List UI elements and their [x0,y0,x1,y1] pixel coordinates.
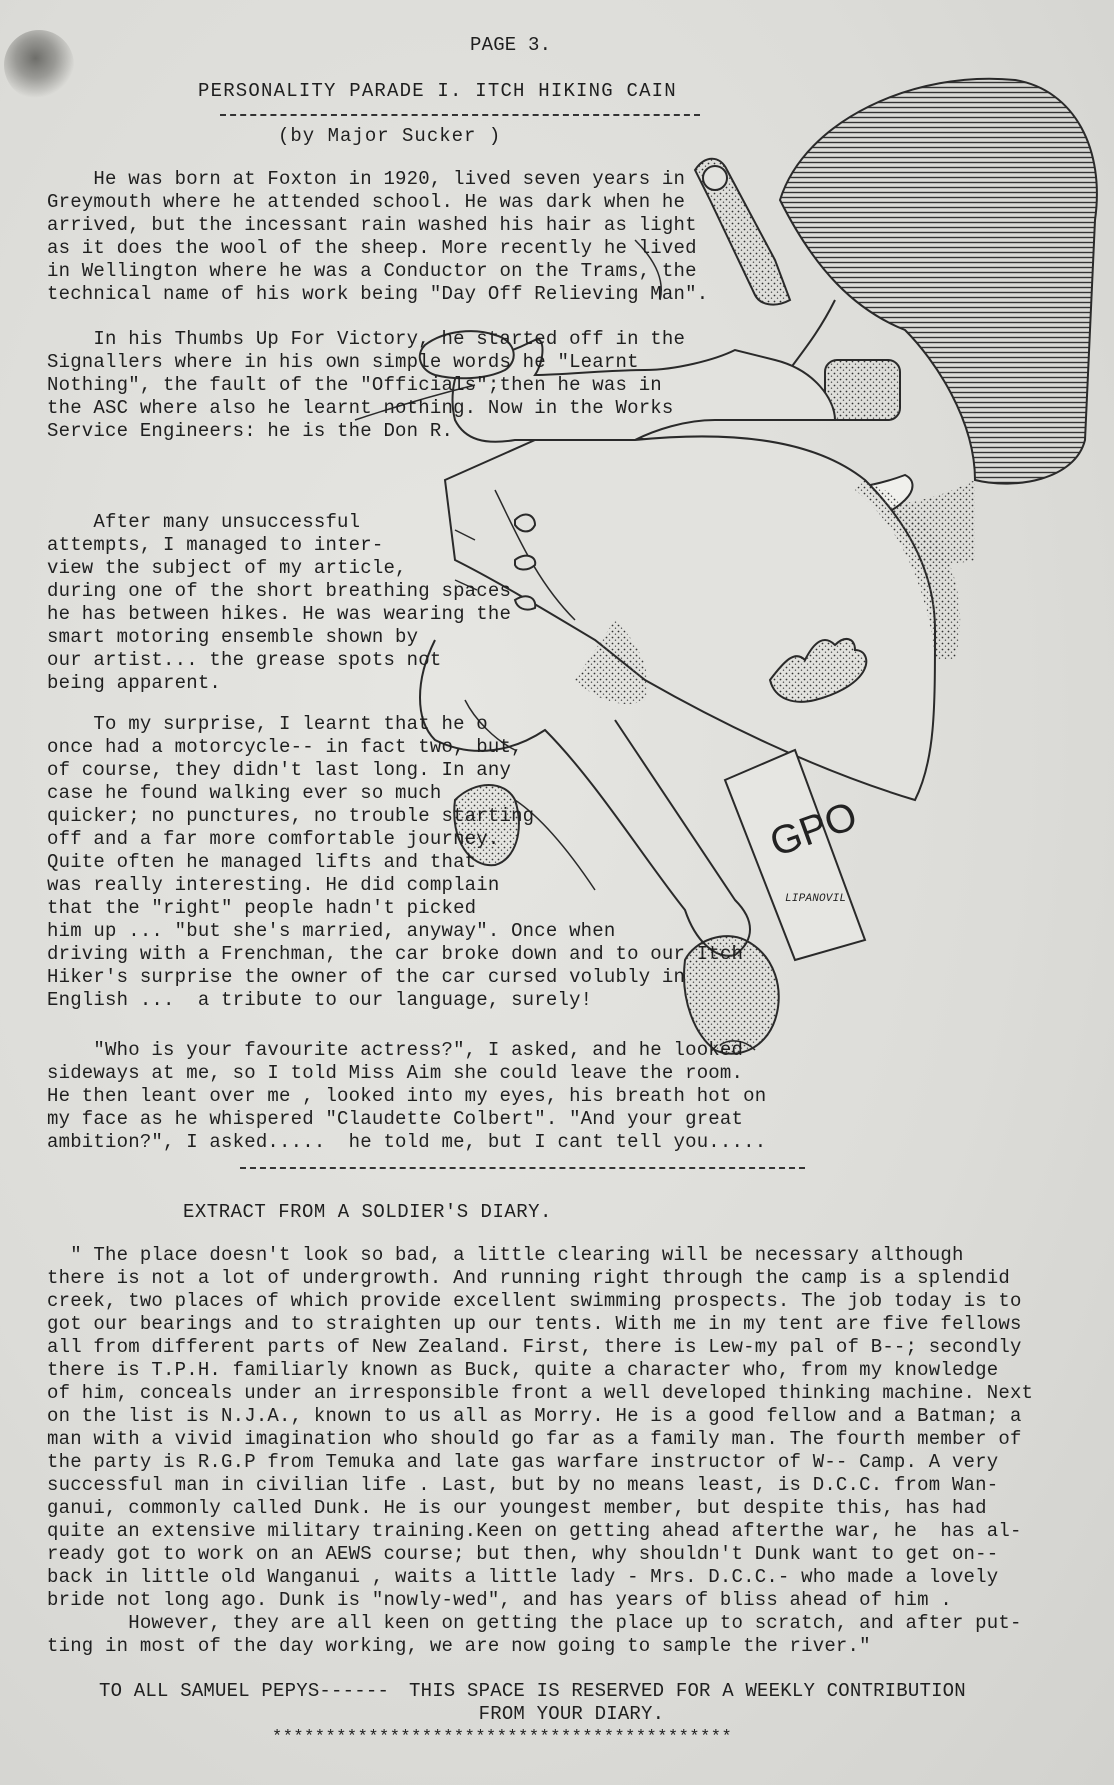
gpo-tag-text: GPO [764,793,863,866]
article-byline: (by Major Sucker ) [278,125,502,147]
diary-body: " The place doesn't look so bad, a little clearing will be necessary although there is not a lot of undergrowth. And running right through the camp is a splendid creek, two places of which provide excellent swimming prospects. The job today is to got our bearings and to straighten up our tents. With me in my tent are five fellows all from different parts of New Zealand. First, there is Lew-my pal of B--; secondly there is T.P.H. familiarly known as Buck, quite a character who, from my knowledge of him, conceals under an irresponsible front a well developed thinking machine. Next on the list is N.J.A., known to us all as Morry. He is a good fellow and a Batman; a man with a vivid imagination who should go far as a family man. The fourth member of the party is R.G.P from Temuka and late gas warfare instructor of W-- Camp. A very successful man in civilian life . Last, but by no means least, is D.C.C. from Wan- ganui, commonly called Dunk. He is our youngest member, but despite this, has had quite an extensive military training.Keen on getting ahead afterthe war, he has al- ready got to work on an AEWS course; but then, why shouldn't Dunk want to get on-- back in little old Wanganui , waits a little lady - Mrs. D.C.C.- who made a lovely bride not long ago. Dunk is "nowly-wed", and has years of bliss ahead of him . However, they are all keen on getting the place up to scratch, and after put- ting in most of the day working, we are now going to sample the river." [47,1244,1034,1657]
article-paragraph: After many unsuccessful attempts, I managed to inter- view the subject of my article, during one of the short breathing spaces he has between hikes. He was wearing the smart motoring ensemble shown by our artist... the grease spots not being apparent. [47,511,512,694]
ink-stain [4,30,74,100]
page-number: PAGE 3. [470,34,552,56]
footer-left: TO ALL SAMUEL PEPYS------ [99,1680,390,1702]
diary-title: EXTRACT FROM A SOLDIER'S DIARY. [183,1201,552,1223]
section-divider [240,1167,805,1169]
artist-signature: LIPANOVIL [785,893,847,905]
article-paragraph: He was born at Foxton in 1920, lived seven years in Greymouth where he attended school. He was dark when he arrived, but the incessant rain washed his hair as light as it does the wool of the sheep. More recently he lived in Wellington where he was a Conductor on the Trams, the technical name of his work being "Day Off Relieving Man". [47,168,709,305]
footer-stars: ******************************************* [272,1728,733,1747]
article-paragraph: In his Thumbs Up For Victory, he started off in the Signallers where in his own simple words he "Learnt Nothing", the fault of the "Officials";then he was in the ASC where also he learnt nothing. Now in the Works Service Engineers: he is the Don R. [47,328,686,442]
footer-right: THIS SPACE IS RESERVED FOR A WEEKLY CONTRIBUTION FROM YOUR DIARY. [409,1680,966,1725]
article-paragraph: To my surprise, I learnt that he o once had a motorcycle-- in fact two, but, of course, they didn't last long. In any case he found walking ever so much quicker; no punctures, no trouble starting off and a far more comfortable journey. Quite often he managed lifts and that was really interesting. He did complain that the "right" people hadn't picked him up ... "but she's married, anyway". Once when driving with a Frenchman, the car broke down and to our Itch Hiker's surprise the owner of the car cursed volubly in English ... a tribute to our language, surely! [47,713,744,1011]
article-paragraph: "Who is your favourite actress?", I asked, and he looked sideways at me, so I told Miss Aim she could leave the room. He then leant over me , looked into my eyes, his breath hot on my face as he whispered "Claudette Colbert". "And your great ambition?", I asked..... he told me, but I cant tell you..... [47,1039,767,1153]
helmet-shape [780,79,1097,484]
article-title: PERSONALITY PARADE I. ITCH HIKING CAIN [198,80,677,102]
